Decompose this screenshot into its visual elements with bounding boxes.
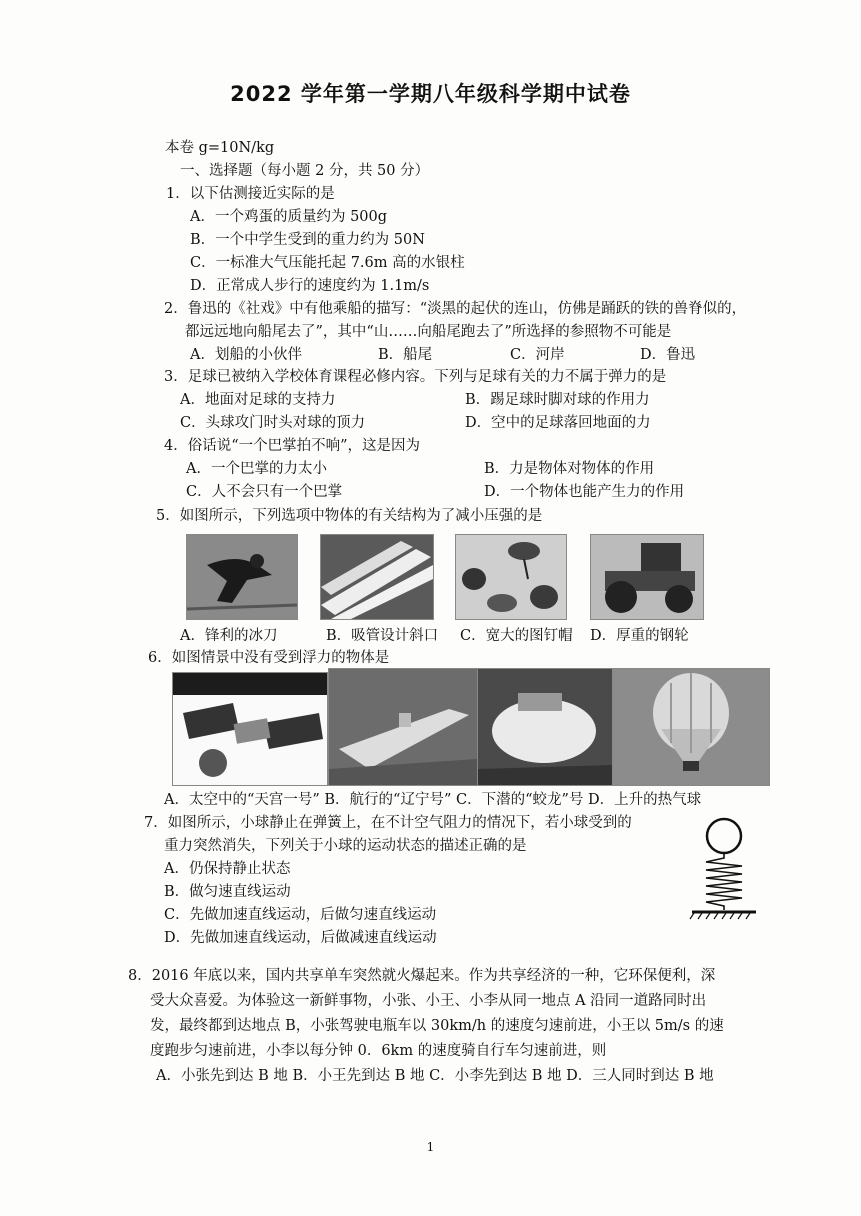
section-heading: 一、选择题（每小题 2 分，共 50 分） <box>180 163 430 179</box>
q8-line4: 度跑步匀速前进，小李以每分钟 0．6km 的速度骑自行车匀速前进，则 <box>150 1043 607 1059</box>
q2-stem-line1: 2．鲁迅的《社戏》中有他乘船的描写：“淡黑的起伏的连山，仿佛是踊跃的铁的兽脊似的， <box>164 301 747 317</box>
q3-option-b: B．踢足球时脚对球的作用力 <box>465 392 650 408</box>
q4-option-d: D．一个物体也能产生力的作用 <box>484 484 685 500</box>
q5-option-c: C．宽大的图钉帽 <box>460 628 573 644</box>
q5-stem: 5．如图所示，下列选项中物体的有关结构为了减小压强的是 <box>156 508 543 524</box>
q4-option-b: B．力是物体对物体的作用 <box>484 461 655 477</box>
spring-ball-diagram <box>688 816 760 920</box>
q6-options: A．太空中的“天宫一号” B．航行的“辽宁号” C．下潜的“蛟龙”号 D．上升的热气球 <box>164 792 702 808</box>
q8-line2: 受大众喜爱。为体验这一新鲜事物，小张、小王、小李从同一地点 A 沿同一道路同时出 <box>150 993 707 1009</box>
q2-option-d: D．鲁迅 <box>640 347 696 363</box>
q6-stem: 6．如图情景中没有受到浮力的物体是 <box>148 650 390 666</box>
skater-photo <box>186 534 298 620</box>
q3-option-c: C．头球攻门时头对球的顶力 <box>180 415 366 431</box>
q2-option-a: A．划船的小伙伴 <box>190 347 302 363</box>
q7-stem-line2: 重力突然消失，下列关于小球的运动状态的描述正确的是 <box>164 838 527 854</box>
roller-photo <box>590 534 704 620</box>
q7-option-c: C．先做加速直线运动，后做匀速直线运动 <box>164 907 437 923</box>
header-note: 本卷 g=10N/kg <box>165 140 275 156</box>
q2-option-c: C．河岸 <box>510 347 565 363</box>
q2-option-b: B．船尾 <box>378 347 433 363</box>
q7-stem-line1: 7．如图所示，小球静止在弹簧上，在不计空气阻力的情况下，若小球受到的 <box>144 815 632 831</box>
q3-option-d: D．空中的足球落回地面的力 <box>465 415 651 431</box>
q7-option-d: D．先做加速直线运动，后做减速直线运动 <box>164 930 437 946</box>
q4-stem: 4．俗话说“一个巴掌拍不响”，这是因为 <box>164 438 421 454</box>
q1-option-d: D．正常成人步行的速度约为 1.1m/s <box>190 278 430 294</box>
jiaolong-photo <box>477 668 613 786</box>
liaoning-photo <box>328 668 478 786</box>
q8-options: A．小张先到达 B 地 B．小王先到达 B 地 C．小李先到达 B 地 D．三人同时到达 B 地 <box>156 1068 714 1084</box>
q5-option-b: B．吸管设计斜口 <box>326 628 439 644</box>
q4-option-c: C．人不会只有一个巴掌 <box>186 484 343 500</box>
straws-photo <box>320 534 434 620</box>
q3-option-a: A．地面对足球的支持力 <box>180 392 336 408</box>
hot-air-balloon-photo <box>612 668 770 786</box>
q1-stem: 1．以下估测接近实际的是 <box>166 186 335 202</box>
page-number: 1 <box>426 1140 435 1154</box>
q8-line3: 发，最终都到达地点 B，小张驾驶电瓶车以 30km/h 的速度匀速前进，小王以 5m/s 的速 <box>150 1018 724 1034</box>
q4-option-a: A．一个巴掌的力太小 <box>186 461 327 477</box>
q5-option-d: D．厚重的钢轮 <box>590 628 689 644</box>
q5-option-a: A．锋利的冰刀 <box>180 628 278 644</box>
exam-title: 2022 学年第一学期八年级科学期中试卷 <box>230 82 631 106</box>
spring <box>706 853 742 910</box>
tiangong-photo <box>172 672 328 786</box>
q1-option-a: A．一个鸡蛋的质量约为 500g <box>190 209 388 225</box>
q3-stem: 3．足球已被纳入学校体育课程必修内容。下列与足球有关的力不属于弹力的是 <box>164 369 667 385</box>
q7-option-b: B．做匀速直线运动 <box>164 884 291 900</box>
q1-option-b: B．一个中学生受到的重力约为 50N <box>190 232 425 248</box>
thumbtacks-photo <box>455 534 567 620</box>
q7-option-a: A．仍保持静止状态 <box>164 861 291 877</box>
ball <box>707 819 741 853</box>
q1-option-c: C．一标准大气压能托起 7.6m 高的水银柱 <box>190 255 465 271</box>
q2-stem-line2: 都远远地向船尾去了”，其中“山……向船尾跑去了”所选择的参照物不可能是 <box>185 324 672 340</box>
q8-line1: 8．2016 年底以来，国内共享单车突然就火爆起来。作为共享经济的一种，它环保便利，深 <box>128 968 716 984</box>
